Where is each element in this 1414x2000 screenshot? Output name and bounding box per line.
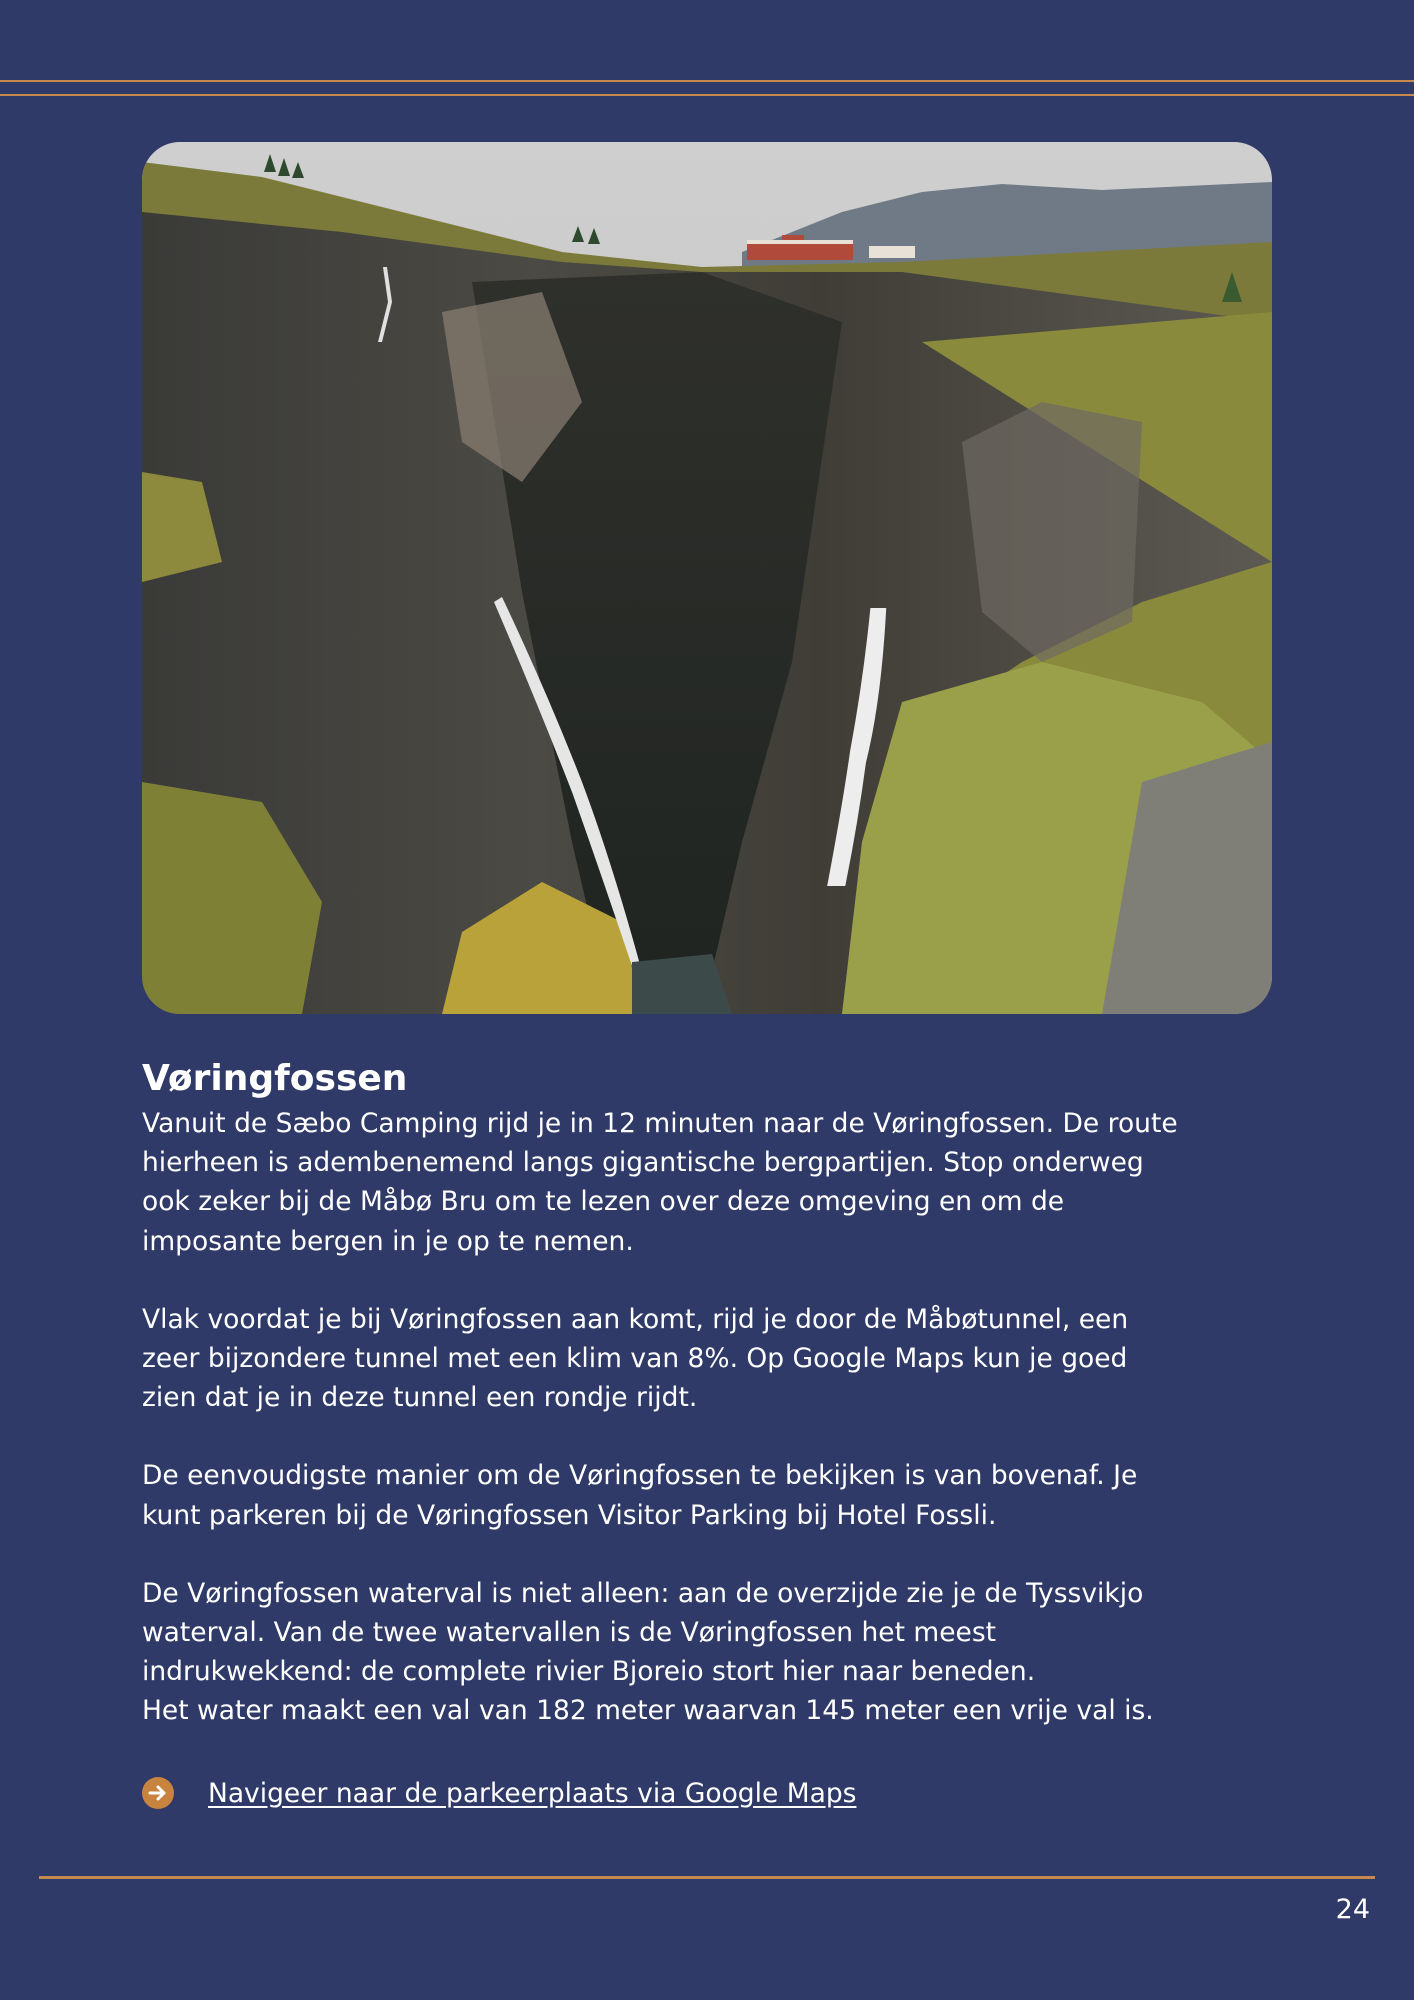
waterfall-photo (142, 142, 1272, 1014)
google-maps-link[interactable]: Navigeer naar de parkeerplaats via Google Maps (208, 1777, 857, 1809)
top-divider-line (0, 94, 1414, 96)
text-line: Vanuit de Sæbo Camping rijd je in 12 minuten naar de Vøringfossen. De route (142, 1108, 1178, 1139)
footer-divider-line (39, 1876, 1375, 1879)
text-line: De eenvoudigste manier om de Vøringfossen te bekijken is van bovenaf. Je (142, 1460, 1138, 1492)
paragraph (142, 1300, 1292, 1418)
article-title: Vøringfossen (142, 1058, 408, 1099)
text-line: Vlak voordat je bij Vøringfossen aan komt, rijd je door de Måbøtunnel, een (142, 1303, 1129, 1335)
article-body (142, 1054, 1292, 1770)
text-line: ook zeker bij de Måbø Bru om te lezen over deze omgeving en om de (142, 1186, 1065, 1218)
text-line: De Vøringfossen waterval is niet alleen: aan de overzijde zie je de Tyssvikjo (142, 1577, 1144, 1609)
text-line: Het water maakt een val van 182 meter waarvan 145 meter een vrije val is. (142, 1695, 1154, 1727)
text-line: zien dat je in deze tunnel een rondje rijdt. (142, 1382, 698, 1414)
text-line: waterval. Van de twee watervallen is de Vøringfossen het meest (142, 1617, 997, 1649)
paragraph (142, 1104, 1292, 1261)
text-line: kunt parkeren bij de Vøringfossen Visitor Parking bij Hotel Fossli. (142, 1499, 997, 1531)
arrow-right-circle-icon (142, 1777, 174, 1809)
paragraph (142, 1574, 1292, 1731)
paragraph (142, 1456, 1292, 1534)
google-maps-navigation[interactable] (142, 1773, 856, 1813)
text-line: indrukwekkend: de complete rivier Bjoreio stort hier naar beneden. (142, 1656, 1036, 1688)
top-divider-line (0, 80, 1414, 82)
page-number: 24 (1335, 1894, 1370, 1925)
text-line: hierheen is adembenemend langs gigantische bergpartijen. Stop onderweg (142, 1147, 1144, 1179)
text-line: imposante bergen in je op te nemen. (142, 1225, 634, 1257)
text-line: zeer bijzondere tunnel met een klim van 8%. Op Google Maps kun je goed (142, 1343, 1128, 1375)
